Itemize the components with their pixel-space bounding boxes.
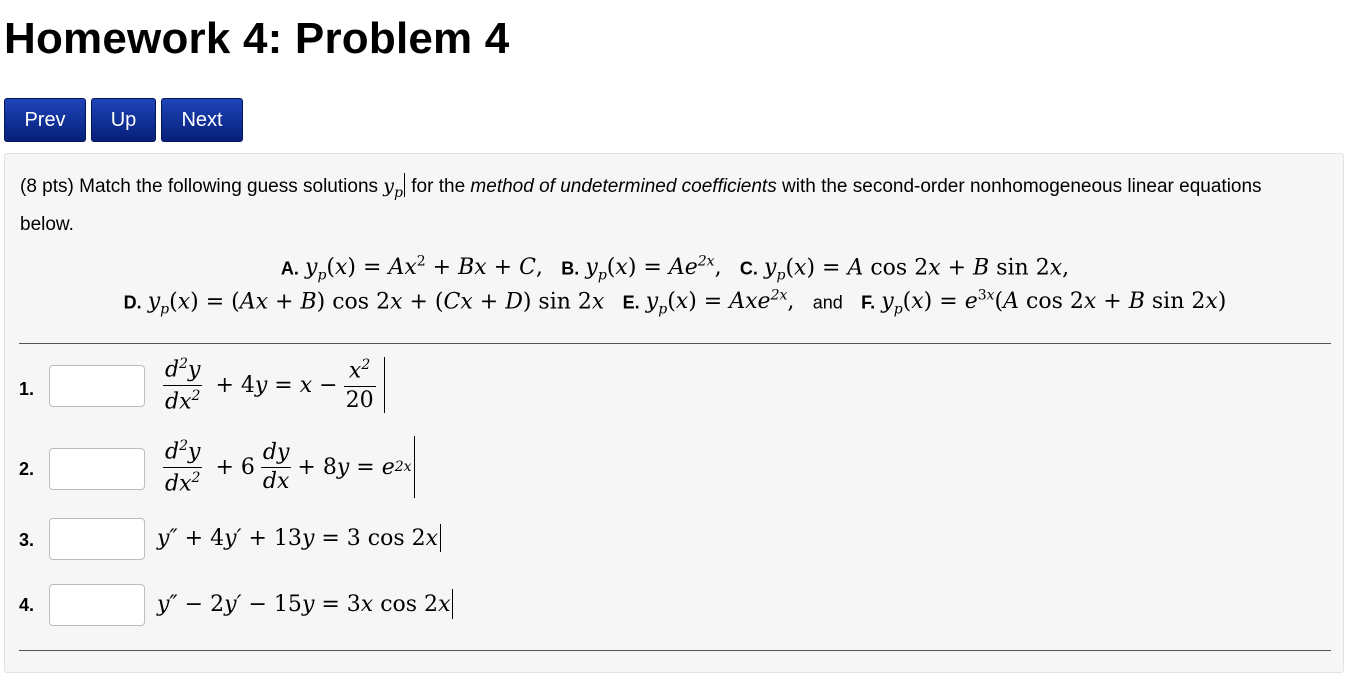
text-caret [404, 173, 405, 197]
text-caret [440, 524, 441, 552]
intro-text: (8 pts) Match the following guess solutions [20, 176, 384, 197]
choice-c-expr: $y_p(x) = A$ cos 2x + B sin 2x, [764, 255, 1070, 284]
up-button[interactable]: Up [91, 98, 156, 142]
equation-2: $\frac{d^2y}{dx^2}$ + 6 $\frac{dy}{dx}$ + 8 y = e 2x [157, 436, 415, 498]
choice-f-label: F. [861, 292, 876, 313]
method-name: method of undetermined coefficients [470, 176, 777, 197]
equation-1: $\frac{d^2y}{dx^2}$ + 4 y = x − $\frac{x^2}{20}$ [157, 357, 385, 413]
intro-text-3: with the second-order nonhomogeneous linear equations below. [20, 176, 1262, 235]
answer-input-1[interactable] [49, 365, 145, 407]
choice-e-label: E. [622, 292, 640, 313]
nav-bar [4, 98, 243, 142]
problem-panel [4, 153, 1344, 673]
choice-b-label: B. [561, 258, 580, 279]
equation-4: y″ − 2 y′ − 15 y = 3 x cos 2 x [157, 589, 453, 619]
answer-input-3[interactable] [49, 518, 145, 560]
divider-top [19, 343, 1331, 344]
question-number: 3. [19, 530, 35, 550]
choice-c-label: C. [739, 258, 758, 279]
choice-f-expr: $y_p(x) = e^{3x}(A$ cos 2x + B sin 2x) [881, 288, 1227, 318]
yp-symbol: $y_p$ [383, 175, 403, 201]
divider-bottom [19, 650, 1331, 651]
question-number: 4. [19, 595, 35, 615]
answer-input-4[interactable] [49, 584, 145, 626]
choice-d-expr: $y_p(x) = (Ax + B)$ cos 2x + (Cx + D) sin 2x [147, 289, 605, 318]
answer-input-2[interactable] [49, 448, 145, 490]
choices-row-2 [5, 288, 1345, 318]
question-number: 2. [19, 459, 35, 479]
choices-row-1 [5, 254, 1345, 284]
page-title: Homework 4: Problem 4 [4, 14, 510, 63]
choice-d-label: D. [123, 292, 142, 313]
choice-a-label: A. [280, 258, 299, 279]
choice-b-expr: $y_p(x) = Ae^{2x}$, [585, 254, 722, 284]
problem-statement [20, 171, 1320, 240]
next-button[interactable]: Next [161, 98, 243, 142]
equation-3: y″ + 4 y′ + 13 y = 3 cos 2 x [157, 524, 441, 552]
question-number: 1. [19, 379, 35, 399]
text-caret [452, 589, 453, 619]
and-text: and [812, 292, 843, 313]
intro-text-2: for the [406, 176, 471, 197]
text-caret [384, 357, 385, 413]
choice-e-expr: $y_p(x) = Axe^{2x}$, [645, 288, 795, 318]
text-caret [414, 436, 415, 498]
choice-a-expr: $y_p(x) = Ax^2 + Bx + C$, [305, 254, 543, 284]
prev-button[interactable]: Prev [4, 98, 86, 142]
